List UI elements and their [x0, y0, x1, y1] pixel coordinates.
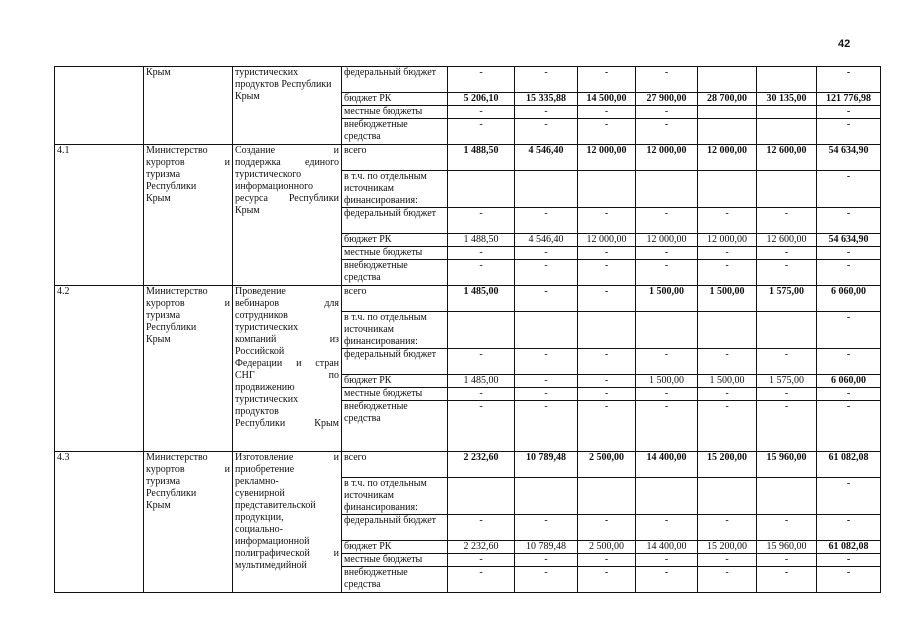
- value-cell: -: [515, 554, 578, 567]
- value-cell: -: [515, 286, 578, 312]
- value-cell: -: [817, 388, 881, 401]
- value-cell: -: [448, 247, 515, 260]
- activity-cell-line: ресурса Республики: [235, 193, 339, 204]
- value-cell: [448, 171, 515, 208]
- value-cell: [698, 312, 757, 349]
- activity-cell-line: туристического: [235, 169, 302, 180]
- value-cell: -: [578, 349, 636, 375]
- value-cell: 14 400,00: [636, 541, 698, 554]
- value-cell: [698, 171, 757, 208]
- value-cell: 121 776,98: [817, 93, 881, 106]
- executor-cell-line: Республики: [146, 322, 197, 333]
- value-cell: -: [578, 67, 636, 93]
- value-cell: [698, 119, 757, 145]
- value-cell: 61 082,08: [817, 541, 881, 554]
- value-cell: 15 200,00: [698, 452, 757, 478]
- activity-cell-line: продукции,: [235, 512, 284, 523]
- source-cell: всего: [342, 145, 448, 171]
- table-row: [55, 286, 881, 312]
- activity-cell-line: Проведение: [235, 286, 286, 297]
- value-cell: -: [698, 515, 757, 541]
- source-cell: всего: [342, 452, 448, 478]
- activity-cell-line: представительской: [235, 500, 316, 511]
- activity-cell-line: приобретение: [235, 464, 295, 475]
- value-cell: -: [578, 515, 636, 541]
- value-cell: -: [817, 401, 881, 452]
- value-cell: [515, 312, 578, 349]
- value-cell: -: [757, 388, 817, 401]
- value-cell: 54 634,90: [817, 234, 881, 247]
- value-cell: -: [578, 554, 636, 567]
- value-cell: -: [448, 67, 515, 93]
- value-cell: -: [448, 401, 515, 452]
- activity-cell-line: туристических: [235, 394, 299, 405]
- value-cell: 1 500,00: [636, 375, 698, 388]
- activity-cell-line: Республики Крым: [235, 418, 339, 429]
- value-cell: -: [817, 119, 881, 145]
- value-cell: -: [636, 208, 698, 234]
- value-cell: -: [515, 260, 578, 286]
- value-cell: 10 789,48: [515, 541, 578, 554]
- activity-cell-line: сотрудников: [235, 310, 288, 321]
- value-cell: -: [515, 67, 578, 93]
- value-cell: -: [817, 208, 881, 234]
- value-cell: 15 335,88: [515, 93, 578, 106]
- value-cell: 10 789,48: [515, 452, 578, 478]
- value-cell: 5 206,10: [448, 93, 515, 106]
- value-cell: -: [515, 247, 578, 260]
- executor-cell: [144, 145, 233, 286]
- value-cell: -: [578, 247, 636, 260]
- activity-cell-line: СНГ по: [235, 370, 339, 381]
- value-cell: -: [636, 388, 698, 401]
- value-cell: -: [817, 312, 881, 349]
- value-cell: -: [757, 260, 817, 286]
- value-cell: 54 634,90: [817, 145, 881, 171]
- value-cell: -: [448, 515, 515, 541]
- activity-cell-line: поддержка единого: [235, 157, 339, 168]
- source-cell: внебюджетные средства: [342, 567, 448, 593]
- value-cell: -: [636, 401, 698, 452]
- value-cell: 2 232,60: [448, 452, 515, 478]
- value-cell: -: [698, 208, 757, 234]
- source-cell: бюджет РК: [342, 234, 448, 247]
- value-cell: -: [698, 401, 757, 452]
- activity-cell-line: Крым: [235, 205, 260, 216]
- value-cell: -: [817, 247, 881, 260]
- value-cell: -: [578, 260, 636, 286]
- value-cell: -: [757, 554, 817, 567]
- value-cell: -: [636, 247, 698, 260]
- value-cell: -: [578, 388, 636, 401]
- value-cell: -: [636, 119, 698, 145]
- value-cell: 61 082,08: [817, 452, 881, 478]
- executor-cell-line: курортов и: [146, 298, 230, 309]
- value-cell: [636, 478, 698, 515]
- budget-table-body: [55, 67, 881, 593]
- source-cell: всего: [342, 286, 448, 312]
- executor-cell-line: туризма: [146, 169, 181, 180]
- value-cell: -: [636, 349, 698, 375]
- value-cell: -: [515, 567, 578, 593]
- activity-cell-line: Создание и: [235, 145, 339, 156]
- value-cell: 15 200,00: [698, 541, 757, 554]
- value-cell: 1 500,00: [698, 286, 757, 312]
- value-cell: [636, 171, 698, 208]
- value-cell: -: [817, 567, 881, 593]
- activity-cell-line: полиграфической и: [235, 548, 339, 559]
- activity-cell-line: Федерации и стран: [235, 358, 339, 369]
- value-cell: [515, 478, 578, 515]
- value-cell: [757, 171, 817, 208]
- value-cell: 1 500,00: [636, 286, 698, 312]
- value-cell: 12 000,00: [636, 234, 698, 247]
- value-cell: -: [817, 515, 881, 541]
- value-cell: -: [448, 260, 515, 286]
- value-cell: -: [578, 119, 636, 145]
- source-cell: бюджет РК: [342, 541, 448, 554]
- executor-cell: Крым: [144, 67, 233, 145]
- activity-cell: [233, 286, 342, 452]
- value-cell: -: [578, 286, 636, 312]
- activity-cell: [233, 145, 342, 286]
- executor-cell: [144, 452, 233, 593]
- executor-cell-line: курортов и: [146, 157, 230, 168]
- activity-cell-line: информационной: [235, 536, 310, 547]
- value-cell: -: [448, 106, 515, 119]
- value-cell: -: [757, 401, 817, 452]
- executor-cell-line: Крым: [146, 500, 171, 511]
- value-cell: -: [636, 567, 698, 593]
- value-cell: -: [757, 349, 817, 375]
- value-cell: -: [448, 567, 515, 593]
- row-number-cell: 4.1: [55, 145, 144, 286]
- source-cell: бюджет РК: [342, 375, 448, 388]
- value-cell: 30 135,00: [757, 93, 817, 106]
- table-row: [55, 67, 881, 93]
- value-cell: -: [817, 106, 881, 119]
- value-cell: 1 485,00: [448, 286, 515, 312]
- activity-cell: [233, 452, 342, 593]
- value-cell: -: [636, 515, 698, 541]
- value-cell: 12 600,00: [757, 234, 817, 247]
- budget-table: [54, 66, 881, 593]
- value-cell: -: [515, 349, 578, 375]
- activity-cell-line: продвижению: [235, 382, 295, 393]
- row-number-cell: [55, 67, 144, 145]
- value-cell: [578, 312, 636, 349]
- value-cell: -: [698, 260, 757, 286]
- source-cell: местные бюджеты: [342, 106, 448, 119]
- value-cell: -: [636, 260, 698, 286]
- value-cell: 27 900,00: [636, 93, 698, 106]
- value-cell: -: [636, 67, 698, 93]
- value-cell: -: [515, 106, 578, 119]
- value-cell: -: [578, 106, 636, 119]
- value-cell: -: [757, 208, 817, 234]
- source-cell: федеральный бюджет: [342, 515, 448, 541]
- value-cell: [578, 171, 636, 208]
- value-cell: -: [817, 349, 881, 375]
- value-cell: 2 500,00: [578, 452, 636, 478]
- value-cell: -: [515, 375, 578, 388]
- activity-cell-line: туристических: [235, 322, 299, 333]
- value-cell: 1 485,00: [448, 375, 515, 388]
- value-cell: 6 060,00: [817, 286, 881, 312]
- executor-cell-line: туризма: [146, 310, 181, 321]
- value-cell: -: [817, 478, 881, 515]
- value-cell: 4 546,40: [515, 145, 578, 171]
- source-cell: местные бюджеты: [342, 388, 448, 401]
- value-cell: -: [448, 388, 515, 401]
- value-cell: -: [698, 349, 757, 375]
- value-cell: -: [578, 375, 636, 388]
- source-cell: местные бюджеты: [342, 554, 448, 567]
- source-cell: в т.ч. по отдельным источникам финансирования:: [342, 171, 448, 208]
- value-cell: 2 500,00: [578, 541, 636, 554]
- activity-cell: туристических продуктов Республики Крым: [233, 67, 342, 145]
- value-cell: 1 488,50: [448, 234, 515, 247]
- source-cell: в т.ч. по отдельным источникам финансирования:: [342, 312, 448, 349]
- value-cell: 12 000,00: [698, 145, 757, 171]
- row-number-cell: 4.3: [55, 452, 144, 593]
- value-cell: [636, 312, 698, 349]
- value-cell: 4 546,40: [515, 234, 578, 247]
- value-cell: -: [698, 567, 757, 593]
- source-cell: внебюджетные средства: [342, 119, 448, 145]
- value-cell: -: [757, 515, 817, 541]
- value-cell: 15 960,00: [757, 541, 817, 554]
- executor-cell-line: туризма: [146, 476, 181, 487]
- activity-cell-line: рекламно-: [235, 476, 279, 487]
- value-cell: -: [817, 554, 881, 567]
- value-cell: -: [698, 388, 757, 401]
- value-cell: -: [817, 171, 881, 208]
- executor-cell-line: Министерство: [146, 286, 208, 297]
- source-cell: местные бюджеты: [342, 247, 448, 260]
- value-cell: 14 400,00: [636, 452, 698, 478]
- activity-cell-line: Российской: [235, 346, 285, 357]
- value-cell: 1 575,00: [757, 286, 817, 312]
- value-cell: [757, 312, 817, 349]
- value-cell: 1 500,00: [698, 375, 757, 388]
- executor-cell-line: Крым: [146, 193, 171, 204]
- value-cell: 14 500,00: [578, 93, 636, 106]
- value-cell: -: [448, 208, 515, 234]
- activity-cell-line: информационного: [235, 181, 313, 192]
- value-cell: -: [515, 119, 578, 145]
- value-cell: 1 575,00: [757, 375, 817, 388]
- activity-cell-line: мультимедийной: [235, 560, 307, 571]
- value-cell: -: [698, 554, 757, 567]
- value-cell: -: [448, 349, 515, 375]
- value-cell: -: [515, 388, 578, 401]
- source-cell: федеральный бюджет: [342, 208, 448, 234]
- executor-cell-line: Крым: [146, 334, 171, 345]
- value-cell: [757, 67, 817, 93]
- value-cell: -: [636, 554, 698, 567]
- source-cell: федеральный бюджет: [342, 67, 448, 93]
- table-row: [55, 145, 881, 171]
- value-cell: -: [757, 247, 817, 260]
- value-cell: [757, 106, 817, 119]
- executor-cell-line: курортов и: [146, 464, 230, 475]
- value-cell: [448, 312, 515, 349]
- activity-cell-line: продуктов: [235, 406, 279, 417]
- value-cell: -: [578, 401, 636, 452]
- value-cell: [448, 478, 515, 515]
- value-cell: -: [817, 260, 881, 286]
- value-cell: 12 000,00: [698, 234, 757, 247]
- activity-cell-line: Изготовление и: [235, 452, 339, 463]
- executor-cell-line: Республики: [146, 181, 197, 192]
- value-cell: 12 600,00: [757, 145, 817, 171]
- value-cell: [698, 67, 757, 93]
- executor-cell-line: Министерство: [146, 145, 208, 156]
- value-cell: [757, 478, 817, 515]
- source-cell: бюджет РК: [342, 93, 448, 106]
- value-cell: -: [578, 208, 636, 234]
- value-cell: -: [448, 554, 515, 567]
- value-cell: -: [698, 247, 757, 260]
- value-cell: -: [515, 515, 578, 541]
- executor-cell-line: Министерство: [146, 452, 208, 463]
- value-cell: [578, 478, 636, 515]
- value-cell: 12 000,00: [578, 145, 636, 171]
- activity-cell-line: компаний из: [235, 334, 339, 345]
- value-cell: [757, 119, 817, 145]
- source-cell: в т.ч. по отдельным источникам финансирования:: [342, 478, 448, 515]
- value-cell: -: [817, 67, 881, 93]
- page-number: 42: [838, 38, 851, 50]
- executor-cell: [144, 286, 233, 452]
- value-cell: 1 488,50: [448, 145, 515, 171]
- source-cell: внебюджетные средства: [342, 401, 448, 452]
- value-cell: -: [448, 119, 515, 145]
- value-cell: 12 000,00: [578, 234, 636, 247]
- value-cell: -: [578, 567, 636, 593]
- executor-cell-line: Республики: [146, 488, 197, 499]
- activity-cell-line: социально-: [235, 524, 283, 535]
- source-cell: федеральный бюджет: [342, 349, 448, 375]
- activity-cell-line: вебинаров для: [235, 298, 339, 309]
- row-number-cell: 4.2: [55, 286, 144, 452]
- value-cell: 12 000,00: [636, 145, 698, 171]
- value-cell: 6 060,00: [817, 375, 881, 388]
- source-cell: внебюджетные средства: [342, 260, 448, 286]
- value-cell: -: [515, 208, 578, 234]
- value-cell: -: [515, 401, 578, 452]
- table-row: [55, 452, 881, 478]
- value-cell: 2 232,60: [448, 541, 515, 554]
- value-cell: 28 700,00: [698, 93, 757, 106]
- activity-cell-line: сувенирной: [235, 488, 285, 499]
- value-cell: [698, 106, 757, 119]
- value-cell: 15 960,00: [757, 452, 817, 478]
- value-cell: [698, 478, 757, 515]
- value-cell: -: [757, 567, 817, 593]
- value-cell: [515, 171, 578, 208]
- value-cell: -: [636, 106, 698, 119]
